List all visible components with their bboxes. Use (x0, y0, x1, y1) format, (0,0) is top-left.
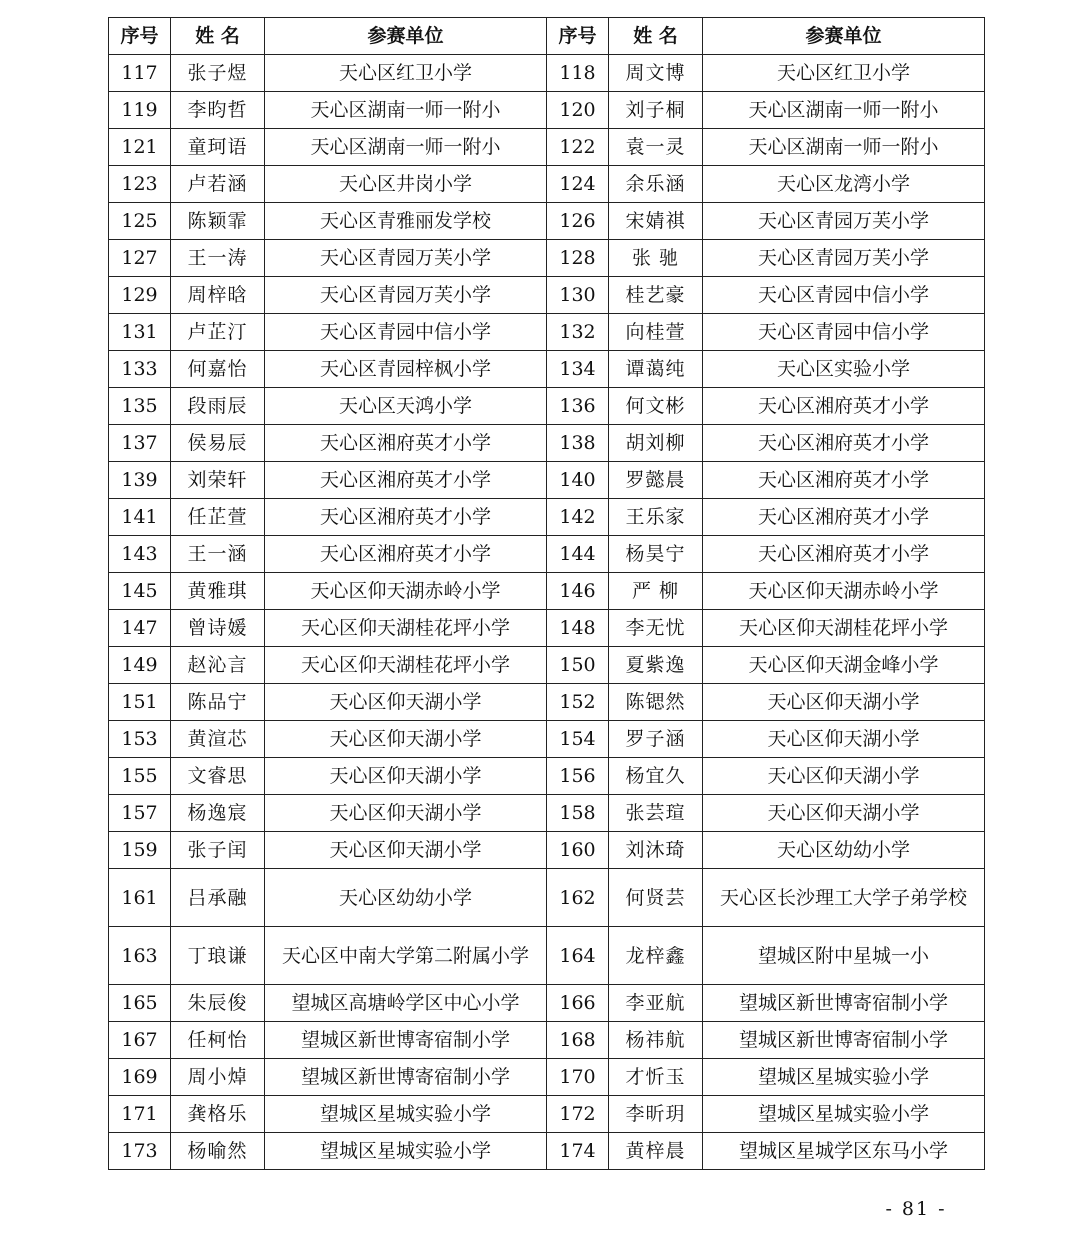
cell-name-left: 段雨辰 (171, 388, 265, 425)
cell-unit-right: 天心区龙湾小学 (703, 166, 985, 203)
cell-serial-left: 139 (109, 462, 171, 499)
participant-table (108, 17, 985, 1170)
cell-unit-left: 天心区红卫小学 (265, 55, 547, 92)
cell-serial-left: 173 (109, 1133, 171, 1170)
table-row (109, 92, 985, 129)
cell-serial-left: 153 (109, 721, 171, 758)
cell-unit-left: 天心区青园中信小学 (265, 314, 547, 351)
table-row (109, 869, 985, 927)
cell-unit-left: 天心区青雅丽发学校 (265, 203, 547, 240)
cell-name-left: 何嘉怡 (171, 351, 265, 388)
cell-name-right: 袁一灵 (609, 129, 703, 166)
cell-serial-right: 124 (547, 166, 609, 203)
cell-serial-left: 133 (109, 351, 171, 388)
cell-unit-left: 天心区青园万芙小学 (265, 240, 547, 277)
cell-unit-right: 望城区新世博寄宿制小学 (703, 985, 985, 1022)
table-row (109, 203, 985, 240)
cell-unit-right: 天心区实验小学 (703, 351, 985, 388)
table-row (109, 1133, 985, 1170)
cell-serial-right: 142 (547, 499, 609, 536)
cell-serial-left: 131 (109, 314, 171, 351)
cell-name-left: 陈颖霏 (171, 203, 265, 240)
cell-name-left: 黄雅琪 (171, 573, 265, 610)
cell-serial-left: 127 (109, 240, 171, 277)
cell-unit-right: 天心区仰天湖赤岭小学 (703, 573, 985, 610)
cell-serial-right: 134 (547, 351, 609, 388)
table-row (109, 166, 985, 203)
cell-unit-left: 天心区仰天湖桂花坪小学 (265, 647, 547, 684)
cell-unit-right: 天心区仰天湖小学 (703, 684, 985, 721)
cell-unit-left: 望城区星城实验小学 (265, 1133, 547, 1170)
cell-serial-right: 152 (547, 684, 609, 721)
cell-unit-right: 天心区湘府英才小学 (703, 536, 985, 573)
cell-unit-right: 天心区湖南一师一附小 (703, 129, 985, 166)
table-row (109, 927, 985, 985)
cell-name-right: 余乐涵 (609, 166, 703, 203)
table-row (109, 1059, 985, 1096)
cell-unit-right: 天心区湘府英才小学 (703, 425, 985, 462)
cell-name-left: 王一涵 (171, 536, 265, 573)
table-row (109, 832, 985, 869)
cell-unit-right: 望城区附中星城一小 (703, 927, 985, 985)
cell-name-right: 周文博 (609, 55, 703, 92)
cell-unit-right: 天心区仰天湖小学 (703, 795, 985, 832)
cell-unit-right: 望城区新世博寄宿制小学 (703, 1022, 985, 1059)
cell-serial-right: 150 (547, 647, 609, 684)
cell-serial-left: 135 (109, 388, 171, 425)
table-row (109, 684, 985, 721)
cell-unit-right: 天心区青园万芙小学 (703, 240, 985, 277)
cell-unit-right: 天心区湘府英才小学 (703, 462, 985, 499)
cell-serial-left: 147 (109, 610, 171, 647)
cell-name-left: 黄渲芯 (171, 721, 265, 758)
cell-unit-left: 天心区仰天湖小学 (265, 795, 547, 832)
cell-serial-left: 129 (109, 277, 171, 314)
cell-serial-left: 119 (109, 92, 171, 129)
cell-name-left: 陈品宁 (171, 684, 265, 721)
table-row (109, 462, 985, 499)
cell-serial-left: 145 (109, 573, 171, 610)
header-name-left: 姓 名 (171, 18, 265, 55)
cell-serial-right: 148 (547, 610, 609, 647)
cell-serial-right: 168 (547, 1022, 609, 1059)
cell-name-left: 赵沁言 (171, 647, 265, 684)
page-number: - 81 - (885, 1198, 947, 1220)
cell-serial-right: 166 (547, 985, 609, 1022)
cell-serial-left: 137 (109, 425, 171, 462)
cell-unit-left: 望城区新世博寄宿制小学 (265, 1022, 547, 1059)
cell-name-left: 王一涛 (171, 240, 265, 277)
cell-name-left: 任芷萱 (171, 499, 265, 536)
cell-name-left: 卢若涵 (171, 166, 265, 203)
table-row (109, 536, 985, 573)
cell-unit-right: 天心区幼幼小学 (703, 832, 985, 869)
cell-serial-left: 151 (109, 684, 171, 721)
cell-name-left: 侯易辰 (171, 425, 265, 462)
cell-serial-right: 144 (547, 536, 609, 573)
cell-name-left: 任柯怡 (171, 1022, 265, 1059)
cell-unit-right: 望城区星城学区东马小学 (703, 1133, 985, 1170)
cell-unit-right: 天心区青园中信小学 (703, 277, 985, 314)
cell-serial-left: 167 (109, 1022, 171, 1059)
cell-serial-left: 125 (109, 203, 171, 240)
cell-name-right: 张芸瑄 (609, 795, 703, 832)
cell-unit-left: 天心区仰天湖小学 (265, 721, 547, 758)
cell-unit-left: 天心区仰天湖桂花坪小学 (265, 610, 547, 647)
cell-unit-right: 望城区星城实验小学 (703, 1096, 985, 1133)
cell-unit-left: 天心区湘府英才小学 (265, 536, 547, 573)
header-unit-left: 参赛单位 (265, 18, 547, 55)
table-header-row (109, 18, 985, 55)
cell-unit-left: 天心区天鸿小学 (265, 388, 547, 425)
cell-name-right: 杨宜久 (609, 758, 703, 795)
table-row (109, 277, 985, 314)
cell-serial-right: 156 (547, 758, 609, 795)
cell-serial-right: 172 (547, 1096, 609, 1133)
cell-serial-right: 154 (547, 721, 609, 758)
cell-serial-right: 132 (547, 314, 609, 351)
cell-serial-right: 174 (547, 1133, 609, 1170)
cell-name-right: 王乐家 (609, 499, 703, 536)
cell-unit-right: 天心区青园万芙小学 (703, 203, 985, 240)
cell-name-right: 张 驰 (609, 240, 703, 277)
cell-serial-left: 157 (109, 795, 171, 832)
cell-unit-left: 天心区青园梓枫小学 (265, 351, 547, 388)
table-row (109, 721, 985, 758)
cell-unit-right: 天心区红卫小学 (703, 55, 985, 92)
cell-unit-left: 望城区星城实验小学 (265, 1096, 547, 1133)
cell-name-left: 童珂语 (171, 129, 265, 166)
cell-name-left: 文睿思 (171, 758, 265, 795)
cell-name-right: 刘沐琦 (609, 832, 703, 869)
table-row (109, 388, 985, 425)
cell-serial-right: 170 (547, 1059, 609, 1096)
cell-name-right: 刘子桐 (609, 92, 703, 129)
cell-serial-left: 143 (109, 536, 171, 573)
cell-name-right: 何文彬 (609, 388, 703, 425)
cell-unit-left: 天心区湖南一师一附小 (265, 92, 547, 129)
cell-unit-right: 望城区星城实验小学 (703, 1059, 985, 1096)
table-row (109, 499, 985, 536)
cell-serial-left: 123 (109, 166, 171, 203)
header-name-right: 姓 名 (609, 18, 703, 55)
cell-serial-right: 162 (547, 869, 609, 927)
cell-name-right: 胡刘柳 (609, 425, 703, 462)
cell-serial-right: 120 (547, 92, 609, 129)
cell-unit-left: 天心区湖南一师一附小 (265, 129, 547, 166)
cell-name-right: 谭蔼纯 (609, 351, 703, 388)
table-body (109, 55, 985, 1170)
cell-name-left: 杨逸宸 (171, 795, 265, 832)
cell-name-left: 刘荣轩 (171, 462, 265, 499)
cell-name-right: 桂艺豪 (609, 277, 703, 314)
cell-unit-left: 天心区青园万芙小学 (265, 277, 547, 314)
cell-name-left: 卢芷汀 (171, 314, 265, 351)
cell-unit-left: 天心区湘府英才小学 (265, 499, 547, 536)
cell-name-left: 张子煜 (171, 55, 265, 92)
cell-name-left: 曾诗媛 (171, 610, 265, 647)
cell-unit-right: 天心区长沙理工大学子弟学校 (703, 869, 985, 927)
table-row (109, 1096, 985, 1133)
cell-name-right: 严 柳 (609, 573, 703, 610)
header-serial-right: 序号 (547, 18, 609, 55)
cell-serial-right: 160 (547, 832, 609, 869)
cell-unit-right: 天心区仰天湖小学 (703, 758, 985, 795)
cell-unit-right: 天心区湘府英才小学 (703, 499, 985, 536)
cell-unit-left: 天心区仰天湖小学 (265, 832, 547, 869)
cell-unit-left: 天心区湘府英才小学 (265, 425, 547, 462)
cell-unit-left: 天心区幼幼小学 (265, 869, 547, 927)
table-row (109, 55, 985, 92)
cell-unit-left: 天心区仰天湖赤岭小学 (265, 573, 547, 610)
cell-unit-right: 天心区湘府英才小学 (703, 388, 985, 425)
cell-serial-left: 161 (109, 869, 171, 927)
cell-unit-left: 天心区仰天湖小学 (265, 684, 547, 721)
cell-name-left: 张子闰 (171, 832, 265, 869)
cell-serial-right: 164 (547, 927, 609, 985)
cell-name-right: 杨祎航 (609, 1022, 703, 1059)
header-serial-left: 序号 (109, 18, 171, 55)
header-unit-right: 参赛单位 (703, 18, 985, 55)
cell-name-left: 李昀哲 (171, 92, 265, 129)
cell-unit-left: 天心区中南大学第二附属小学 (265, 927, 547, 985)
cell-serial-right: 136 (547, 388, 609, 425)
cell-serial-left: 141 (109, 499, 171, 536)
cell-unit-left: 望城区高塘岭学区中心小学 (265, 985, 547, 1022)
cell-name-right: 罗懿晨 (609, 462, 703, 499)
cell-name-left: 朱辰俊 (171, 985, 265, 1022)
table-row (109, 425, 985, 462)
table-row (109, 647, 985, 684)
cell-unit-right: 天心区湖南一师一附小 (703, 92, 985, 129)
cell-name-right: 罗子涵 (609, 721, 703, 758)
cell-serial-right: 140 (547, 462, 609, 499)
cell-serial-left: 149 (109, 647, 171, 684)
cell-unit-right: 天心区仰天湖小学 (703, 721, 985, 758)
cell-serial-right: 118 (547, 55, 609, 92)
cell-name-left: 杨喻然 (171, 1133, 265, 1170)
cell-name-right: 黄梓晨 (609, 1133, 703, 1170)
cell-name-right: 李亚航 (609, 985, 703, 1022)
cell-name-left: 周小焯 (171, 1059, 265, 1096)
cell-name-left: 吕承融 (171, 869, 265, 927)
cell-name-right: 宋婧祺 (609, 203, 703, 240)
cell-name-right: 才忻玉 (609, 1059, 703, 1096)
cell-name-left: 丁琅谦 (171, 927, 265, 985)
cell-unit-right: 天心区仰天湖金峰小学 (703, 647, 985, 684)
cell-name-right: 龙梓鑫 (609, 927, 703, 985)
cell-unit-left: 天心区井岗小学 (265, 166, 547, 203)
cell-unit-left: 天心区仰天湖小学 (265, 758, 547, 795)
cell-serial-right: 146 (547, 573, 609, 610)
table-row (109, 351, 985, 388)
table-row (109, 985, 985, 1022)
cell-name-right: 向桂萱 (609, 314, 703, 351)
cell-name-right: 杨昊宁 (609, 536, 703, 573)
cell-serial-left: 169 (109, 1059, 171, 1096)
cell-unit-left: 天心区湘府英才小学 (265, 462, 547, 499)
cell-name-right: 李昕玥 (609, 1096, 703, 1133)
table-row (109, 573, 985, 610)
cell-unit-right: 天心区仰天湖桂花坪小学 (703, 610, 985, 647)
cell-serial-left: 163 (109, 927, 171, 985)
table-row (109, 795, 985, 832)
cell-serial-right: 126 (547, 203, 609, 240)
cell-name-right: 何贤芸 (609, 869, 703, 927)
cell-unit-right: 天心区青园中信小学 (703, 314, 985, 351)
cell-serial-right: 158 (547, 795, 609, 832)
cell-unit-left: 望城区新世博寄宿制小学 (265, 1059, 547, 1096)
cell-serial-right: 130 (547, 277, 609, 314)
cell-name-right: 夏紫逸 (609, 647, 703, 684)
cell-serial-left: 159 (109, 832, 171, 869)
cell-name-left: 龚格乐 (171, 1096, 265, 1133)
cell-name-left: 周梓晗 (171, 277, 265, 314)
cell-name-right: 李无忧 (609, 610, 703, 647)
table-row (109, 758, 985, 795)
cell-serial-left: 171 (109, 1096, 171, 1133)
table-row (109, 129, 985, 166)
table-row (109, 610, 985, 647)
cell-serial-left: 155 (109, 758, 171, 795)
table-row (109, 240, 985, 277)
cell-serial-right: 128 (547, 240, 609, 277)
table-row (109, 1022, 985, 1059)
cell-serial-left: 165 (109, 985, 171, 1022)
cell-serial-right: 138 (547, 425, 609, 462)
cell-serial-left: 121 (109, 129, 171, 166)
cell-serial-right: 122 (547, 129, 609, 166)
cell-serial-left: 117 (109, 55, 171, 92)
cell-name-right: 陈锶然 (609, 684, 703, 721)
table-row (109, 314, 985, 351)
